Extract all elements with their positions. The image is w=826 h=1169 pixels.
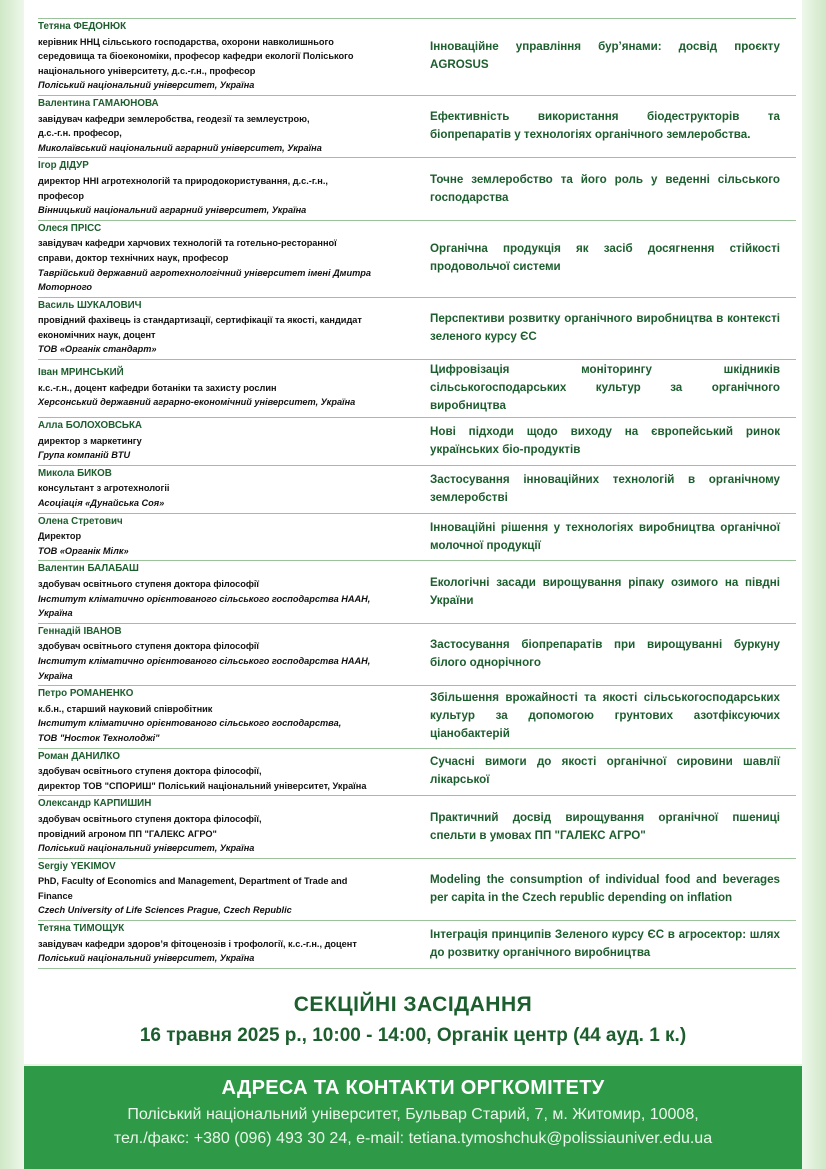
- speaker-position: професор: [38, 190, 85, 201]
- speaker-position: керівник ННЦ сільського господарства, охорони навколишнього: [38, 36, 334, 47]
- speaker-organization: ТОВ "Носток Технолоджі": [38, 732, 160, 743]
- speaker-position: директор ТОВ "СПОРИШ" Поліський національний університет, Україна: [38, 780, 367, 791]
- sessions-details: 16 травня 2025 р., 10:00 - 14:00, Органік центр (44 ауд. 1 к.): [139, 1025, 687, 1046]
- speaker-name: Микола БИКОВ: [38, 467, 112, 479]
- speaker-organization: Україна: [38, 670, 73, 681]
- sessions-block: [0, 993, 826, 1047]
- talk-topic: Інноваційні рішення у технологіях виробництва органічної молочної продукції: [430, 520, 780, 552]
- speaker-name: Олена Стретович: [38, 515, 123, 527]
- speaker-organization: Поліський національний університет, Україна: [38, 80, 255, 91]
- speaker-position: консультант з агротехнологіі: [38, 483, 170, 494]
- talk-topic: Інноваційне управління бур’янами: досвід проєкту AGROSUS: [430, 40, 780, 72]
- speaker-position: PhD, Faculty of Economics and Management, Department of Trade and: [38, 876, 348, 887]
- speaker-organization: Асоціація «Дунайська Соя»: [38, 498, 165, 509]
- table-row: [38, 96, 796, 158]
- table-row: [38, 749, 796, 797]
- table-row: [38, 859, 796, 921]
- speaker-cell: [38, 299, 410, 357]
- speaker-cell: [38, 159, 410, 217]
- talk-topic: Ефективність використання біодеструкторів та біопрепаратів у технологіях органічного землеробства.: [430, 110, 780, 142]
- speaker-cell: [38, 797, 410, 855]
- speaker-name: Петро РОМАНЕНКО: [38, 688, 134, 700]
- talk-topic: Практичний досвід вирощування органічної пшениці спельти в умовах ПП "ГАЛЕКС АГРО": [430, 810, 780, 842]
- speaker-cell: [38, 97, 410, 155]
- speaker-position: провідний фахівець із стандартизації, сертифікації та якості, кандидат: [38, 315, 362, 326]
- speaker-position: завідувач кафедри харчових технологій та готельно-ресторанної: [38, 238, 337, 249]
- speaker-name: Валентин БАЛАБАШ: [38, 563, 139, 575]
- speaker-cell: [38, 20, 410, 93]
- speaker-name: Іван МРИНСЬКИЙ: [38, 367, 124, 379]
- contacts-title: АДРЕСА ТА КОНТАКТИ ОРГКОМІТЕТУ: [221, 1077, 605, 1099]
- speaker-organization: ТОВ «Органік стандарт»: [38, 344, 157, 355]
- talk-topic: Екологічні засади вирощування ріпаку озимого на півдні України: [430, 575, 780, 607]
- contacts-phone-email: тел./факс: +380 (096) 493 30 24, e-mail: tetiana.tymoshchuk@polissiauniver.edu.ua: [113, 1130, 713, 1147]
- speaker-cell: [38, 922, 410, 966]
- speaker-name: Sergiy YEKIMOV: [38, 860, 116, 872]
- table-row: [38, 561, 796, 623]
- speaker-organization: Czech University of Life Sciences Prague, Czech Republic: [38, 905, 292, 916]
- speaker-name: Тетяна ФЕДОНЮК: [38, 21, 127, 32]
- talk-topic: Збільшення врожайності та якості сільськогосподарських культур за допомогою грунтових азотфіксуючих ціанобактерій: [430, 691, 780, 741]
- speaker-position: к.б.н., старший науковий співробітник: [38, 703, 213, 714]
- speaker-organization: Миколаївський національний аграрний університет, Україна: [38, 142, 322, 153]
- talk-topic: Перспективи розвитку органічного виробництва в контексті зеленого курсу ЄС: [430, 311, 780, 343]
- speaker-organization: Поліський національний університет, Україна: [38, 953, 255, 964]
- speaker-name: Олександр КАРПИШИН: [38, 798, 152, 810]
- speaker-cell: [38, 515, 410, 559]
- speaker-organization: Вінницький національний аграрний університет, Україна: [38, 205, 307, 216]
- speakers-table: [38, 18, 796, 969]
- table-row: [38, 796, 796, 858]
- speaker-position: завідувач кафедри здоров’я фітоценозів і трофології, к.с.-г.н., доцент: [38, 938, 357, 949]
- table-row: [38, 466, 796, 514]
- table-row: [38, 514, 796, 562]
- speaker-name: Олеся ПРІСС: [38, 222, 102, 234]
- talk-topic: Нові підходи щодо виходу на європейський ринок українських біо-продуктів: [430, 424, 780, 456]
- speaker-organization: Інститут кліматично орієнтованого сільського господарства НААН,: [38, 593, 371, 604]
- speaker-position: середовища та біоекономіки, професор кафедри екології Поліського: [38, 51, 354, 62]
- table-row: [38, 686, 796, 748]
- table-row: [38, 158, 796, 220]
- contacts-footer: [24, 1066, 802, 1169]
- talk-topic: Цифровізація моніторингу шкідників сільськогосподарських культур за органічного виробництва: [430, 363, 780, 413]
- speaker-organization: ТОВ «Органік Мілк»: [38, 545, 129, 556]
- talk-topic: Сучасні вимоги до якості органічної сировини шавлії лікарської: [430, 755, 780, 787]
- talk-topic: Точне землеробство та його роль у веденні сільського господарства: [430, 172, 780, 204]
- speaker-cell: [38, 625, 410, 683]
- speaker-position: д.с.-г.н. професор,: [38, 128, 122, 139]
- speaker-position: економічних наук, доцент: [38, 329, 156, 340]
- speaker-name: Валентина ГАМАЮНОВА: [38, 97, 159, 109]
- speaker-name: Ігор ДІДУР: [38, 160, 89, 172]
- talk-topic: Інтеграція принципів Зеленого курсу ЄС в агросектор: шлях до розвитку органічного виробництва: [430, 927, 780, 959]
- sessions-title: СЕКЦІЙНІ ЗАСІДАННЯ: [293, 993, 533, 1016]
- table-row: [38, 360, 796, 418]
- table-row: [38, 221, 796, 298]
- speaker-organization: Таврійський державний агротехнологічний університет імені Дмитра: [38, 267, 371, 278]
- table-row: [38, 298, 796, 360]
- speaker-name: Геннадій ІВАНОВ: [38, 625, 122, 637]
- speaker-organization: Україна: [38, 608, 73, 619]
- speaker-position: справи, доктор технічних наук, професор: [38, 252, 229, 263]
- speaker-position: Finance: [38, 890, 73, 901]
- speaker-cell: [38, 467, 410, 511]
- speaker-organization: Поліський національний університет, Україна: [38, 843, 255, 854]
- speaker-position: здобувач освітнього ступеня доктора філософії: [38, 641, 260, 652]
- speaker-cell: [38, 687, 410, 745]
- speaker-name: Василь ШУКАЛОВИЧ: [38, 299, 142, 311]
- talk-topic: Органічна продукція як засіб досягнення стійкості продовольчої системи: [430, 242, 780, 274]
- speaker-cell: [38, 860, 410, 918]
- table-row: [38, 921, 796, 969]
- speaker-position: директор з маркетингу: [38, 435, 142, 446]
- speaker-name: Роман ДАНИЛКО: [38, 750, 120, 762]
- speaker-position: здобувач освітнього ступеня доктора філософії,: [38, 813, 262, 824]
- speaker-cell: [38, 562, 410, 620]
- table-row: [38, 19, 796, 96]
- speaker-position: Директор: [38, 531, 82, 542]
- speaker-cell: [38, 750, 410, 794]
- contacts-address: Поліський національний університет, Бульвар Старий, 7, м. Житомир, 10008,: [127, 1106, 699, 1123]
- speaker-position: завідувач кафедри землеробства, геодезії та землеустрою,: [38, 113, 310, 124]
- speaker-name: Алла БОЛОХОВСЬКА: [38, 420, 143, 432]
- table-row: [38, 624, 796, 686]
- speaker-cell: [38, 222, 410, 295]
- talk-topic: Modeling the consumption of individual food and beverages per capita in the Czech republic depending on inflation: [430, 872, 780, 904]
- speaker-organization: Херсонський державний аграрно-економічний університет, Україна: [38, 397, 356, 408]
- speaker-name: Тетяна ТИМОЩУК: [38, 923, 125, 935]
- speaker-cell: [38, 366, 410, 410]
- speaker-organization: Моторного: [38, 282, 92, 293]
- program-sheet: [24, 0, 802, 1064]
- talk-topic: Застосування біопрепаратів при вирощуванні буркуну білого однорічного: [430, 637, 780, 669]
- speaker-organization: Інститут кліматично орієнтованого сільського господарства,: [38, 718, 342, 729]
- table-row: [38, 418, 796, 466]
- speaker-position: здобувач освітнього ступеня доктора філософії,: [38, 766, 262, 777]
- speaker-cell: [38, 419, 410, 463]
- speaker-position: національного університету, д.с.-г.н., професор: [38, 65, 256, 76]
- speaker-position: здобувач освітнього ступеня доктора філософії: [38, 579, 260, 589]
- speaker-position: к.с.-г.н., доцент кафедри ботаніки та захисту рослин: [38, 382, 277, 393]
- speaker-organization: Інститут кліматично орієнтованого сільського господарства НААН,: [38, 655, 371, 666]
- speaker-organization: Група компаній BTU: [38, 450, 131, 461]
- speaker-position: директор ННІ агротехнологій та природокористування, д.с.-г.н.,: [38, 175, 328, 186]
- speaker-position: провідний агроном ПП "ГАЛЕКС АГРО": [38, 828, 217, 839]
- talk-topic: Застосування інноваційних технологій в органічному землеробстві: [430, 472, 780, 504]
